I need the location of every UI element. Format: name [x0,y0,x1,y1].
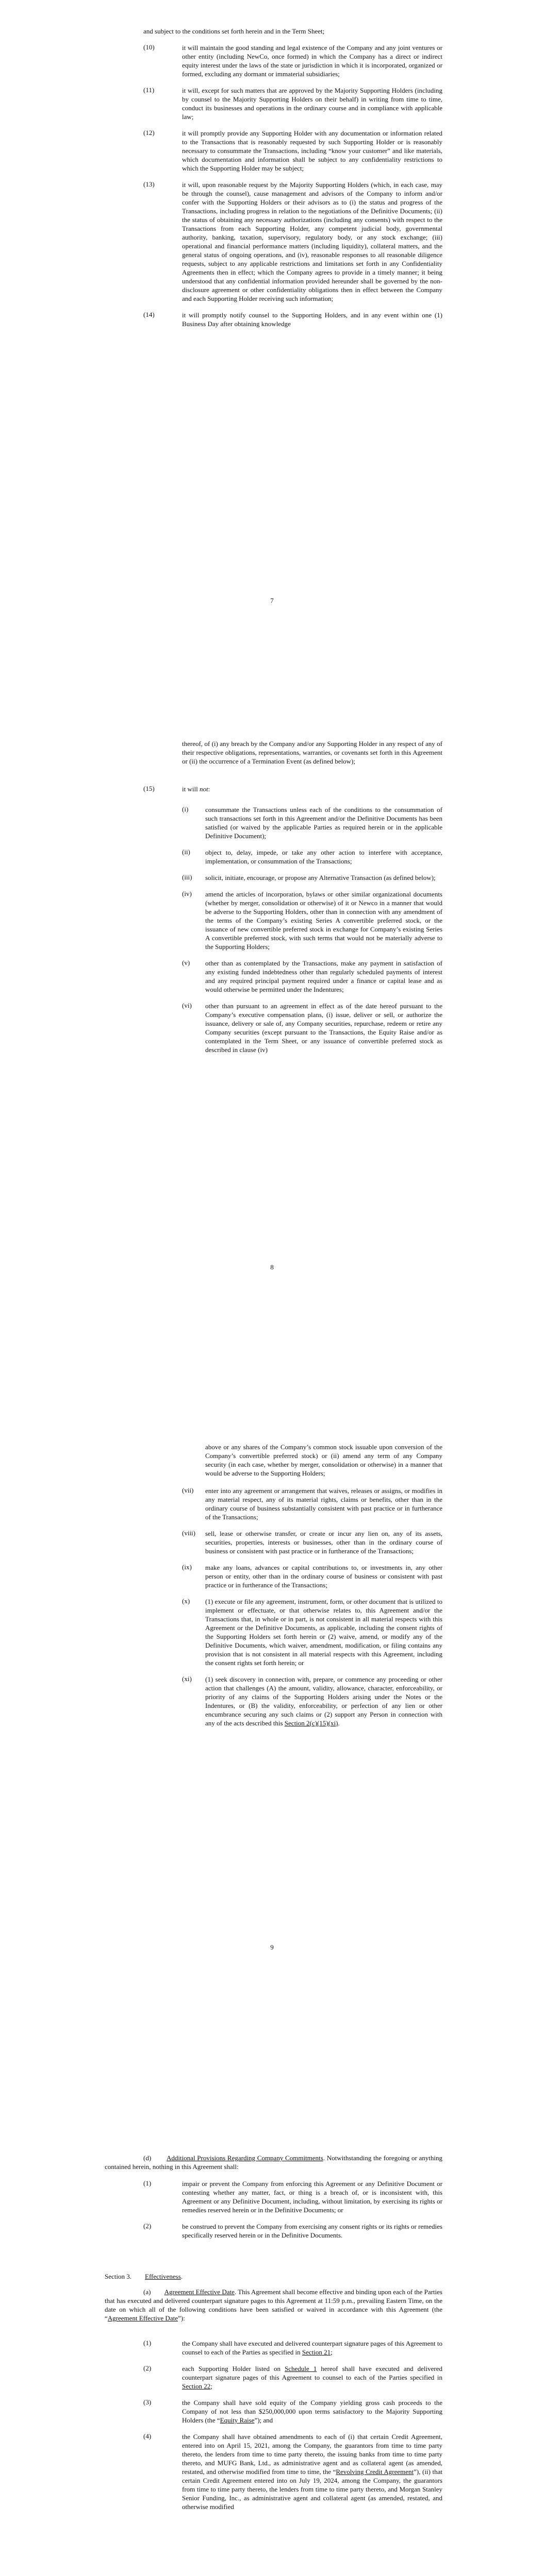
item-number: (iv) [182,890,192,897]
item-number: (1) [143,2179,152,2187]
page-8-item-15 [143,785,442,804]
item-text: it will not: [182,785,210,793]
section-3-label: Section 3. [105,2273,131,2280]
a-item-3 [143,2398,442,2425]
d-item-1 [143,2179,442,2214]
defined-term: Revolving Credit Agreement [336,2468,414,2476]
a-item-2 [143,2364,442,2391]
list-item-10 [143,43,442,78]
page-9 [0,1406,544,2110]
item-number: (12) [143,129,155,137]
list-item-11 [143,86,442,121]
page-8-body [182,739,442,773]
item-number: (viii) [182,1529,195,1537]
section-link[interactable]: Section 21 [302,2348,331,2356]
page-7-body [143,27,442,336]
section-link[interactable]: Section 22 [182,2382,211,2390]
item-text: (1) seek discovery in connection with, prepare, or commence any proceeding or other action that challenges (A) the amount, validity, allowance, character, enforceability, or priority of any claims of the Supporting Holders arising under the Notes or the Indentures, or (B) the validity, enforceability, or perfection of any lien or other encumbrance securing any such claims or (2) support any Person in connection with any of the acts described this Section 2(c)(15)(xi). [205,1675,442,1727]
item-number: (1) [143,2339,152,2347]
item-number: (ii) [182,848,190,856]
item-number: (2) [143,2364,152,2372]
page-9-body [205,1443,442,1485]
page-10-a-items [143,2339,442,2519]
page-number: 9 [270,1943,274,1951]
item-number: (15) [143,785,155,792]
item-text: the Company shall have executed and delivered counterpart signature pages of this Agreement to counsel to each of the Parties as specified in Section 21; [182,2340,442,2356]
item-number: (11) [143,86,155,94]
item-number: (iii) [182,873,192,881]
schedule-link[interactable]: Schedule 1 [285,2365,317,2372]
item-text: enter into any agreement or arrangement that waives, releases or assigns, or modifies in any material respect, any of its material rights, claims or benefits, other than in the ordinary course of business substantially consistent with past practice or in furtherance of the Transactions; [205,1487,442,1521]
page-8 [0,703,544,1406]
page-10 [0,2110,544,2576]
section-a-paragraph: (a) Agreement Effective Date. This Agreement shall become effective and binding upon each of the Parties that has executed and delivered counterpart signature pages to this Agreement at 11:59 p.m., prevailing Eastern Time, on the date on which all of the following conditions have been satisfied or waived in accordance with this Agreement (the “Agreement Effective Date”): [105,2288,442,2322]
sub-item-iv [182,890,442,951]
list-item-15 [143,785,442,793]
item-text: the Company shall have sold equity of the Company yielding gross cash proceeds to the Company of not less than $250,000,000 upon terms satisfactory to the Majority Supporting Holders (the “Equity Raise”); and [182,2399,442,2424]
item-number: (2) [143,2222,152,2230]
item-text: it will promptly provide any Supporting Holder with any documentation or information related to the Transactions that is reasonably requested by such Supporting Holder or is reasonably necessary to consummate the Transactions, including “know your customer” and like materials, which documentation and information shall be subject to any confidentiality restrictions to which the Supporting Holder may be subject; [182,129,442,172]
item-text: make any loans, advances or capital contributions to, or investments in, any other person or entity, other than in the ordinary course of business or consistent with past practice or in furtherance of the Transactions; [205,1564,442,1589]
item-text: other than pursuant to an agreement in effect as of the date hereof pursuant to the Company’s executive compensation plans, (i) issue, deliver or sell, or authorize the issuance, delivery or sale of, any Company securities, repurchase, redeem or retire any Company securities (except pursuant to the Transactions, the Equity Raise and/or as contemplated in the Term Sheet, or any issuance of convertible preferred stock as described in clause (iv) [205,1002,442,1054]
list-item-12 [143,129,442,173]
item-text: each Supporting Holder listed on Schedule 1 hereof shall have executed and delivered counterpart signature pages of this Agreement to counsel to each of the Parties specified in Section 22; [182,2365,442,2390]
page-8-subitems [182,805,442,1062]
item-text: consummate the Transactions unless each of the conditions to the consummation of such transactions set forth in this Agreement and/or the Definitive Documents has been satisfied (or waived by the applicable Parties as required herein or in the applicable Definitive Document); [205,806,442,840]
sub-item-viii [182,1529,442,1555]
a-item-1 [143,2339,442,2357]
item-number: (xi) [182,1675,192,1683]
item-text: it will promptly notify counsel to the Supporting Holders, and in any event within one (1) Business Day after obtaining knowledge [182,311,442,328]
page-10-d-items [143,2179,442,2247]
item-number: (14) [143,311,155,318]
a-item-4 [143,2432,442,2511]
section-d-heading: (d) Additional Provisions Regarding Company Commitments. Notwithstanding the foregoing or anything contained herein, nothing in this Agreement shall: [105,2154,443,2171]
page-number: 8 [270,1263,274,1271]
page-10-sec-a [105,2287,442,2330]
list-item-13 [143,180,442,303]
sub-item-i [182,805,442,840]
item-text: object to, delay, impede, or take any other action to interfere with acceptance, implementation, or consummation of the Transactions; [205,849,442,865]
page-7 [0,0,544,703]
item-text: (1) execute or file any agreement, instrument, form, or other document that is utilized to implement or effectuate, or that otherwise relates to, this Agreement and/or the Transactions that, in whole or in part, is not consistent in all material respects with this Agreement or the Definitive Documents, as applicable, including the consent rights of the Supporting Holders set forth herein or (2) waive, amend, or modify any of the Definitive Documents, which waiver, amendment, modification, or filing contains any provision that is not consistent in all material respects with this Agreement, including the consent rights set forth herein; or [205,1598,442,1667]
item-number: (x) [182,1597,190,1605]
sub-item-xi [182,1675,442,1727]
item-text: the Company shall have obtained amendments to each of (i) that certain Credit Agreement, entered into on April 15, 2021, among the Company, the guarantors from time to time party thereto, the lenders from time to time party thereto, the issuing banks from time to time party thereto, and MUFG Bank, Ltd., as administrative agent and as collateral agent (as amended, restated, and otherwise modified from time to time, the “Revolving Credit Agreement”), (ii) that certain Credit Agreement entered into on July 19, 2024, among the Company, the guarantors from time to time party thereto, the lenders from time to time party thereto, and Morgan Stanley Senior Funding, Inc., as administrative agent and collateral agent (as amended, restated, and otherwise modified [182,2433,442,2511]
sub-item-vi [182,1002,442,1054]
page-9-subitems [182,1486,442,1735]
d-item-2 [143,2222,442,2240]
item-number: (i) [182,805,189,813]
item-number: (vii) [182,1486,194,1494]
item-text: sell, lease or otherwise transfer, or create or incur any lien on, any of its assets, securities, properties, interests or businesses, other than in the ordinary course of business or consistent with past practice or in furtherance of the Transactions; [205,1530,442,1555]
item-text: be construed to prevent the Company from exercising any consent rights or its rights or remedies specifically reserved herein or in the Definitive Documents. [182,2223,442,2239]
item-number: (v) [182,959,190,967]
item-text: it will maintain the good standing and legal existence of the Company and any joint ventures or other entity (including NewCo, once formed) in which the Company has a direct or indirect equity interest under the laws of the state or jurisdiction in which it is incorporated, organized or formed, excluding any dormant or immaterial subsidiaries; [182,44,442,78]
sub-item-vii [182,1486,442,1521]
item-text: other than as contemplated by the Transactions, make any payment in satisfaction of any existing funded indebtedness other than regularly scheduled payments of interest and any required principal payment required under a finance or capital lease and as would otherwise be permitted under the Indentures; [205,959,442,993]
sub-item-iii [182,873,442,882]
item-number: (3) [143,2398,152,2406]
sub-item-x [182,1597,442,1667]
list-item-14 [143,311,442,328]
item-number: (vi) [182,1002,192,1009]
sub-item-ii [182,848,442,866]
page-number: 7 [270,597,274,604]
item-text: solicit, initiate, encourage, or propose any Alternative Transaction (as defined below); [205,874,436,882]
sub-item-ix [182,1563,442,1589]
item-text: it will, upon reasonable request by the Majority Supporting Holders (which, in each case, may be through the counsel), cause management and advisors of the Company to inform and/or confer with the Supporting Holders or their advisors as to (i) the status and progress of the Transactions, including progress in relation to the negotiations of the Definitive Documents; (ii) the status of obtaining any necessary authorizations (including any consents) with respect to the Transactions from each Supporting Holder, any competent judicial body, governmental authority, banking, taxation, supervisory, regulatory body, or any stock exchange; (iii) operational and financial performance matters (including liquidity), collateral matters, and the general status of ongoing operations, and (iv), reasonable responses to all reasonable diligence requests, subject to any applicable restrictions and limitations set forth in any Confidentiality Agreements then in effect; which the Company agrees to provide in a timely manner; it being understood that any confidential information provided hereunder shall be governed by the non-disclosure agreement or other confidentiality obligations then in effect between the Company and each Supporting Holder receiving such information; [182,181,442,302]
item-text: impair or prevent the Company from enforcing this Agreement or any Definitive Document or contesting whether any matter, fact, or thing is a breach of, or is inconsistent with, this Agreement or any Definitive Document, including, without limitation, by exercising its rights or remedies reserved herein or in the Definitive Documents; or [182,2180,442,2214]
item-number: (10) [143,43,155,51]
page-8-lead: thereof, of (i) any breach by the Company and/or any Supporting Holder in any respect of any of their respective obligations, representations, warranties, or covenants set forth in this Agreement or (ii) the occurrence of a Termination Event (as defined below); [182,740,442,765]
page-9-lead: above or any shares of the Company’s common stock issuable upon conversion of the Company’s convertible preferred stock) or (ii) amend any term of any Company security (in each case, whether by merger, consolidation or otherwise) in a manner that would be adverse to the Supporting Holders; [205,1443,442,1477]
page-10-sec-d [105,2154,442,2179]
page-7-lead: and subject to the conditions set forth herein and in the Term Sheet; [143,27,325,35]
item-number: (13) [143,180,155,188]
item-text: amend the articles of incorporation, bylaws or other similar organizational documents (whether by merger, consolidation or otherwise) of it or Newco in a manner that would be adverse to the Supporting Holders, other than in connection with any amendment of the terms of the Company’s existing Series A convertible preferred stock, or the issuance of new convertible preferred stock in exchange for Company’s existing Series A convertible preferred stock, with such terms that would not be materially adverse to the Supporting Holders; [205,890,442,951]
section-3-title: Effectiveness [145,2273,181,2280]
item-number: (4) [143,2432,152,2440]
section-3-heading: Section 3. Effectiveness. [105,2273,183,2280]
sub-item-v [182,959,442,994]
item-text: it will, except for such matters that are approved by the Majority Supporting Holders (including by counsel to the Majority Supporting Holders on their behalf) in writing from time to time, conduct its businesses and operations in the ordinary course and in compliance with applicable law; [182,87,442,121]
section-link[interactable]: Section 2(c)(15)(xi) [284,1719,338,1727]
item-number: (ix) [182,1563,192,1571]
defined-term: Equity Raise [220,2416,255,2424]
